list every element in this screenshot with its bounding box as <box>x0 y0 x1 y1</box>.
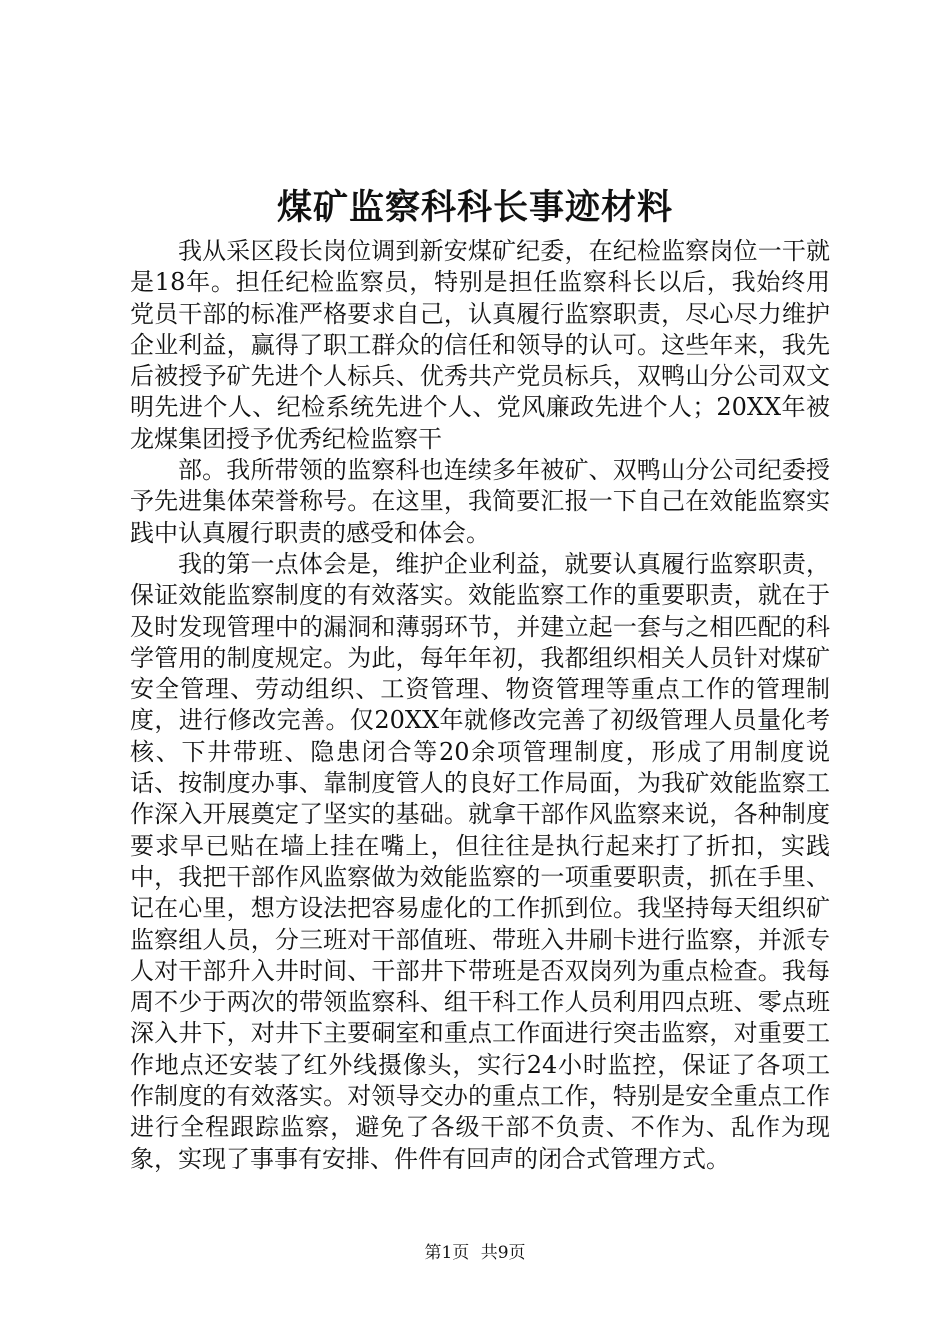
page-footer <box>0 1241 950 1265</box>
paragraph-first-point: 我的第一点体会是，维护企业利益，就要认真履行监察职责，保证效能监察制度的有效落实。效能监察工作的重要职责，就在于及时发现管理中的漏洞和薄弱环节，并建立起一套与之相匹配的科学管用的制度规定。为此，每年年初，我都组织相关人员针对煤矿安全管理、劳动组织、工资管理、物资管理等重点工作的管理制度，进行修改完善。仅20XX年就修改完善了初级管理人员量化考核、下井带班、隐患闭合等20余项管理制度，形成了用制度说话、按制度办事、靠制度管人的良好工作局面，为我矿效能监察工作深入开展奠定了坚实的基础。就拿干部作风监察来说，各种制度要求早已贴在墙上挂在嘴上，但往往是执行起来打了折扣，实践中，我把干部作风监察做为效能监察的一项重要职责，抓在手里、记在心里，想方设法把容易虚化的工作抓到位。我坚持每天组织矿监察组人员，分三班对干部值班、带班入井刷卡进行监察，并派专人对干部升入井时间、干部井下带班是否双岗列为重点检查。我每周不少于两次的带领监察科、组干科工作人员利用四点班、零点班深入井下，对井下主要硐室和重点工作面进行突击监察，对重要工作地点还安装了红外线摄像头，实行24小时监控，保证了各项工作制度的有效落实。对领导交办的重点工作，特别是安全重点工作进行全程跟踪监察，避免了各级干部不负责、不作为、乱作为现象，实现了事事有安排、件件有回声的闭合式管理方式。 <box>130 549 830 1173</box>
paragraph-continuation: 部。我所带领的监察科也连续多年被矿、双鸭山分公司纪委授予先进集体荣誉称号。在这里，我简要汇报一下自己在效能监察实践中认真履行职责的感受和体会。 <box>130 456 830 547</box>
page-total: 共9页 <box>480 1243 526 1263</box>
document-title: 煤矿监察科科长事迹材料 <box>276 187 673 228</box>
page-number: 第1页 <box>424 1243 470 1263</box>
paragraph-intro: 我从采区段长岗位调到新安煤矿纪委，在纪检监察岗位一干就是18年。担任纪检监察员，特别是担任监察科长以后，我始终用党员干部的标准严格要求自己，认真履行监察职责，尽心尽力维护企业利益，赢得了职工群众的信任和领导的认可。这些年来，我先后被授予矿先进个人标兵、优秀共产党员标兵，双鸭山分公司双文明先进个人、纪检系统先进个人、党风廉政先进个人；20XX年被龙煤集团授予优秀纪检监察干 <box>130 237 830 453</box>
document-body <box>130 236 830 1175</box>
